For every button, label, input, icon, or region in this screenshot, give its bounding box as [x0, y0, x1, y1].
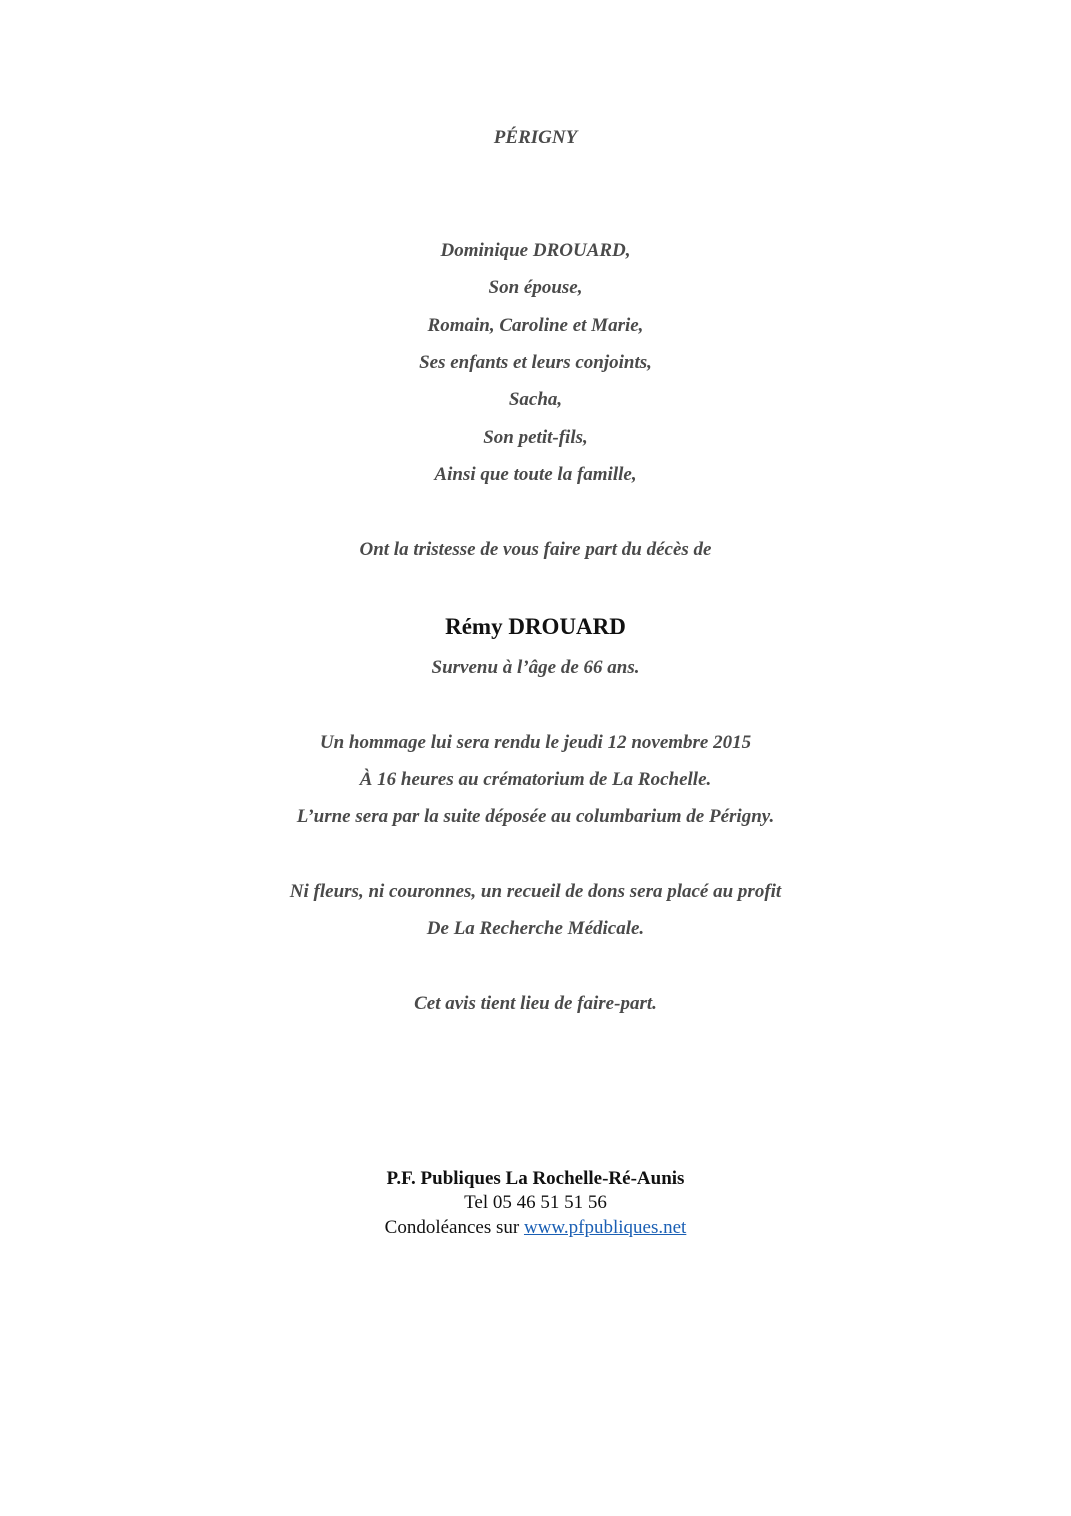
ceremony-line: L’urne sera par la suite déposée au columbarium de Périgny.: [296, 806, 775, 827]
donations-line: De La Recherche Médicale.: [426, 918, 645, 939]
family-line: Son petit-fils,: [483, 427, 588, 448]
deceased-name: Rémy DROUARD: [445, 614, 626, 639]
age-line: Survenu à l’âge de 66 ans.: [431, 657, 640, 678]
family-line: Dominique DROUARD,: [440, 240, 631, 261]
website-link[interactable]: www.pfpubliques.net: [523, 1217, 687, 1238]
place-heading: PÉRIGNY: [493, 127, 578, 148]
condolences-line: [0, 1217, 1071, 1239]
family-line: Romain, Caroline et Marie,: [427, 315, 644, 336]
donations-line: Ni fleurs, ni couronnes, un recueil de dons sera placé au profit: [289, 881, 782, 902]
family-line: Sacha,: [508, 389, 563, 410]
condolences-prefix: Condoléances sur: [384, 1217, 524, 1238]
phone-line: Tel 05 46 51 51 56: [464, 1192, 607, 1213]
announcement-line: Ont la tristesse de vous faire part du décès de: [359, 539, 712, 560]
ceremony-line: Un hommage lui sera rendu le jeudi 12 novembre 2015: [319, 732, 752, 753]
family-line: Ainsi que toute la famille,: [434, 464, 637, 485]
family-line: Son épouse,: [488, 277, 583, 298]
ceremony-line: À 16 heures au crématorium de La Rochelle.: [359, 769, 712, 790]
notice-line: Cet avis tient lieu de faire-part.: [414, 993, 657, 1014]
company-name: P.F. Publiques La Rochelle-Ré-Aunis: [386, 1168, 685, 1189]
family-line: Ses enfants et leurs conjoints,: [419, 352, 652, 373]
